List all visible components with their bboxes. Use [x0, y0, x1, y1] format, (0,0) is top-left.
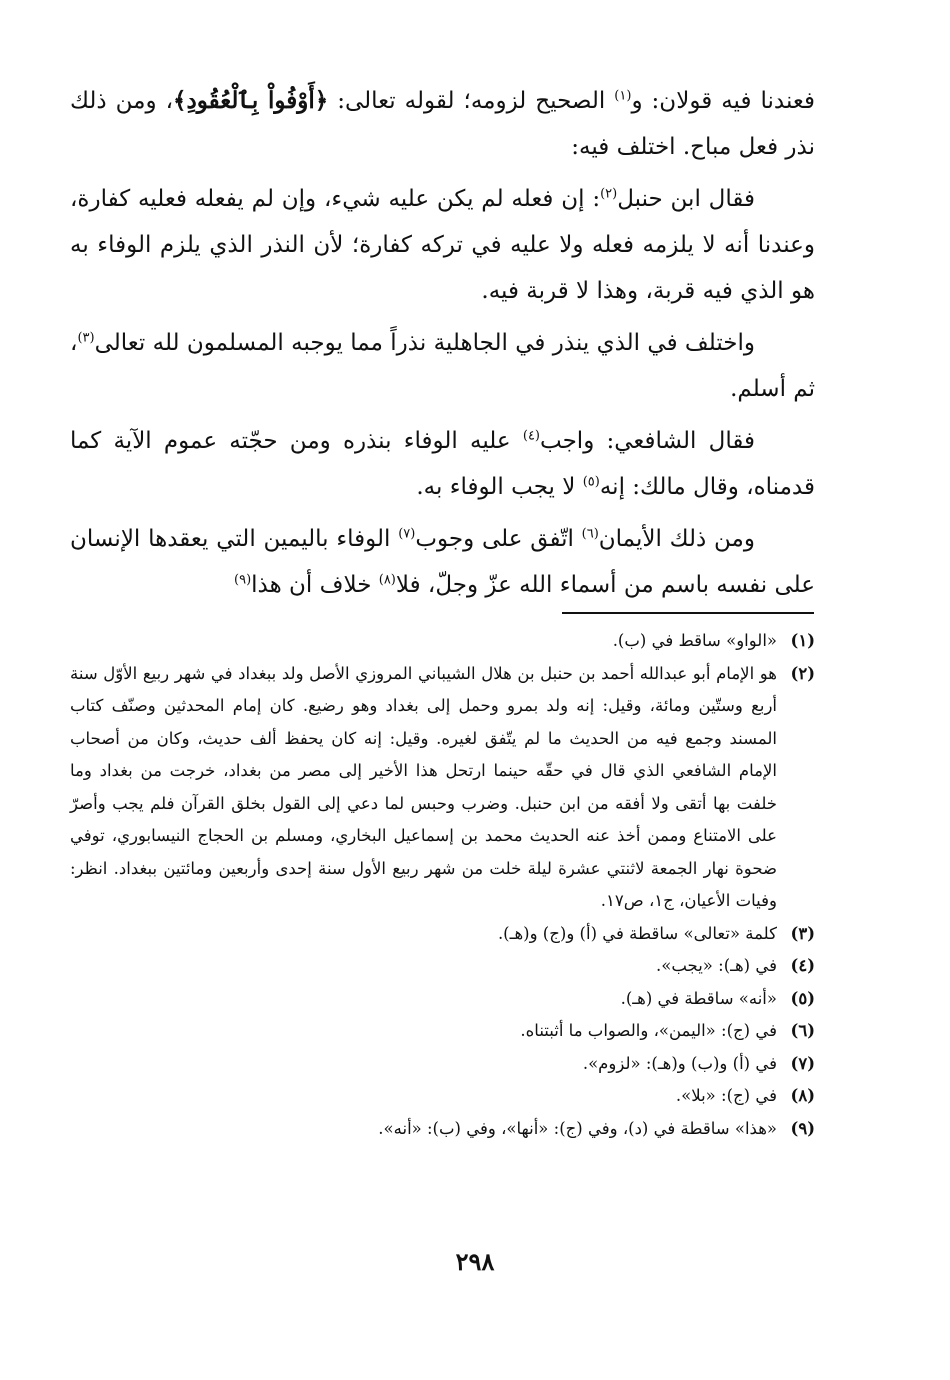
paragraph-5-part-b: اتّفق على وجوب	[415, 526, 582, 552]
paragraph-4-part-c: لا يجب الوفاء به.	[416, 474, 583, 500]
paragraph-1-part-c: ، ومن ذلك نذر فعل مباح. اختلف فيه:	[70, 88, 815, 160]
paragraph-1	[70, 78, 815, 170]
paragraph-3-part-b: ، ثم أسلم.	[70, 330, 815, 402]
footnote-ref-2: (٢)	[600, 186, 618, 202]
paragraph-5-part-c: الوفاء باليمين التي يعقدها الإنسان على نفسه باسم من أسماء الله عزّ وجلّ، فلا	[70, 526, 815, 598]
footnote-text: في (ج): «بلا».	[675, 1086, 777, 1105]
footnote-item	[70, 658, 815, 918]
footnote-item	[70, 1015, 815, 1048]
paragraph-1-part-b: الصحيح لزومه؛ لقوله تعالى:	[328, 88, 615, 114]
footnote-item	[70, 950, 815, 983]
footnote-text: هو الإمام أبو عبدالله أحمد بن حنبل بن هلال الشيباني المروزي الأصل ولد ببغداد في شهر ربيع الأوّل سنة أربع وستّين ومائة، وقيل: إنه ولد بمرو وحمل إلى بغداد وهو رضيع. كان إمام المحدثين وصنّف كتاب المسند وجمع فيه من الحديث ما لم يتّفق لغيره. وقيل: إنه كان يحفظ ألف حديث، وكان من أصحاب الإمام الشافعي الذي قال في حقّه حينما ارتحل هذا الأخير إلى مصر من بغداد، خرجت من بغداد وما خلفت بها أتقى ولا أفقه من ابن حنبل. وضرب وحبس لما دعي إلى القول بخلق القرآن فلم يجب وأصرّ على الامتناع وممن أخذ عنه الحديث محمد بن إسماعيل البخاري، ومسلم بن الحجاج النيسابوري، توفي ضحوة نهار الجمعة لاثنتي عشرة ليلة خلت من شهر ربيع الأول سنة إحدى وأربعين ومائتين ببغداد. انظر: وفيات الأعيان، ج١، ص١٧.	[70, 663, 777, 910]
footnote-number: (٦)	[790, 1021, 815, 1040]
footnote-ref-9: (٩)	[234, 572, 252, 588]
footnote-separator	[562, 612, 814, 614]
paragraph-4	[70, 418, 815, 510]
paragraph-4-part-b: عليه الوفاء بنذره ومن حجّته عموم الآية كما قدمناه، وقال مالك: إنه	[70, 428, 815, 500]
paragraph-1-part-a: فعندنا فيه قولان: و	[631, 88, 815, 114]
quran-verse: ﴿أَوْفُواْ بِٱلْعُقُودِ﴾	[173, 87, 329, 114]
footnote-item	[70, 625, 815, 658]
footnote-number: (٤)	[790, 956, 815, 975]
footnote-text: في (ج): «اليمن»، والصواب ما أثبتناه.	[520, 1021, 777, 1040]
footnote-text: «الواو» ساقط في (ب).	[612, 631, 777, 650]
footnote-number: (٧)	[790, 1053, 815, 1073]
paragraph-2-part-a: فقال ابن حنبل	[617, 186, 755, 212]
paragraph-5	[70, 516, 815, 608]
footnote-item	[70, 983, 815, 1016]
footnote-number: (١)	[790, 631, 815, 650]
footnotes	[70, 625, 815, 1145]
page-number: ٢٩٨	[455, 1247, 495, 1276]
footnote-number: (٨)	[790, 1086, 815, 1105]
footnote-text: في (هـ): «يجب».	[656, 956, 777, 975]
footnote-number: (٢)	[790, 663, 815, 683]
paragraph-4-part-a: فقال الشافعي: واجب	[540, 428, 755, 454]
paragraph-3-part-a: واختلف في الذي ينذر في الجاهلية نذراً مما يوجبه المسلمون لله تعالى	[94, 330, 755, 356]
main-text	[70, 78, 815, 614]
footnote-item	[70, 1048, 815, 1081]
footnote-ref-4: (٤)	[522, 428, 540, 444]
footnote-ref-6: (٦)	[581, 526, 599, 542]
footnote-ref-8: (٨)	[378, 572, 396, 588]
footnote-number: (٣)	[790, 923, 815, 943]
paragraph-3	[70, 320, 815, 412]
footnote-ref-5: (٥)	[582, 474, 600, 490]
footnote-item	[70, 1080, 815, 1113]
paragraph-5-part-d: خلاف أن هذا	[251, 572, 379, 598]
footnote-item	[70, 918, 815, 951]
footnote-text: «أنه» ساقطة في (هـ).	[620, 988, 777, 1008]
paragraph-2-part-b: : إن فعله لم يكن عليه شيء، وإن لم يفعله فعليه كفارة، وعندنا أنه لا يلزمه فعله ولا عليه في تركه كفارة؛ لأن النذر الذي يلزم الوفاء به هو الذي فيه قربة، وهذا لا قربة فيه.	[70, 186, 815, 304]
footnote-item	[70, 1113, 815, 1146]
footnote-text: كلمة «تعالى» ساقطة في (أ) و(ج) و(هـ).	[497, 923, 777, 943]
footnote-number: (٩)	[790, 1118, 815, 1138]
footnote-text: «هذا» ساقطة في (د)، وفي (ج): «أنها»، وفي (ب): «أنه».	[378, 1118, 777, 1138]
footnote-number: (٥)	[790, 988, 815, 1008]
paragraph-5-part-a: ومن ذلك الأيمان	[598, 526, 755, 552]
footnote-ref-3: (٣)	[77, 330, 95, 346]
footnote-text: في (أ) و(ب) و(هـ): «لزوم».	[582, 1053, 777, 1073]
paragraph-2	[70, 176, 815, 314]
footnote-ref-1: (١)	[614, 88, 632, 104]
footnote-ref-7: (٧)	[398, 526, 416, 542]
